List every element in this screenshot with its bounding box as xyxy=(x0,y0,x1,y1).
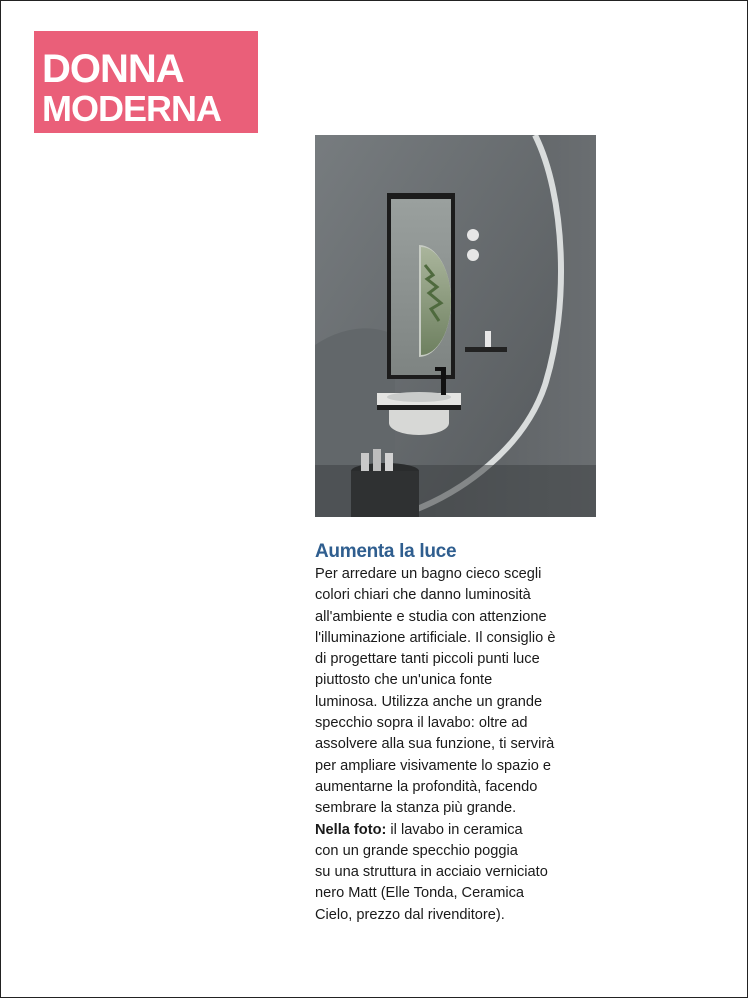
article-headline: Aumenta la luce xyxy=(315,541,457,562)
article-body xyxy=(315,564,615,926)
body-line: l'illuminazione artificiale. Il consiglio è xyxy=(315,629,556,646)
caption-line: il lavabo in ceramica xyxy=(386,821,523,838)
body-line: di progettare tanti piccoli punti luce xyxy=(315,651,540,668)
body-line: sembrare la stanza più grande. xyxy=(315,800,517,817)
body-line: assolvere alla sua funzione, ti servirà xyxy=(315,736,555,753)
body-line: luminosa. Utilizza anche un grande xyxy=(315,693,543,710)
logo-line-2: MODERNA xyxy=(42,88,221,129)
body-line: all'ambiente e studia con attenzione xyxy=(315,608,547,625)
body-line: piuttosto che un'unica fonte xyxy=(315,672,493,689)
logo-line-1: DONNA xyxy=(42,47,184,91)
bathroom-photo xyxy=(315,135,596,517)
body-line: colori chiari che danno luminosità xyxy=(315,587,531,604)
body-line: Per arredare un bagno cieco scegli xyxy=(315,566,542,582)
caption-line: nero Matt (Elle Tonda, Ceramica xyxy=(315,885,525,902)
body-line: per ampliare visivamente lo spazio e xyxy=(315,757,552,774)
caption-line: con un grande specchio poggia xyxy=(315,842,518,859)
body-line: aumentarne la profondità, facendo xyxy=(315,778,538,795)
caption-lead: Nella foto: xyxy=(315,821,387,838)
caption-line: Cielo, prezzo dal rivenditore). xyxy=(315,906,505,923)
caption-line: su una struttura in acciaio verniciato xyxy=(315,864,548,881)
body-line: specchio sopra il lavabo: oltre ad xyxy=(315,715,528,732)
article xyxy=(315,540,615,926)
donna-moderna-logo xyxy=(34,31,258,133)
bathroom-illustration xyxy=(315,135,596,517)
